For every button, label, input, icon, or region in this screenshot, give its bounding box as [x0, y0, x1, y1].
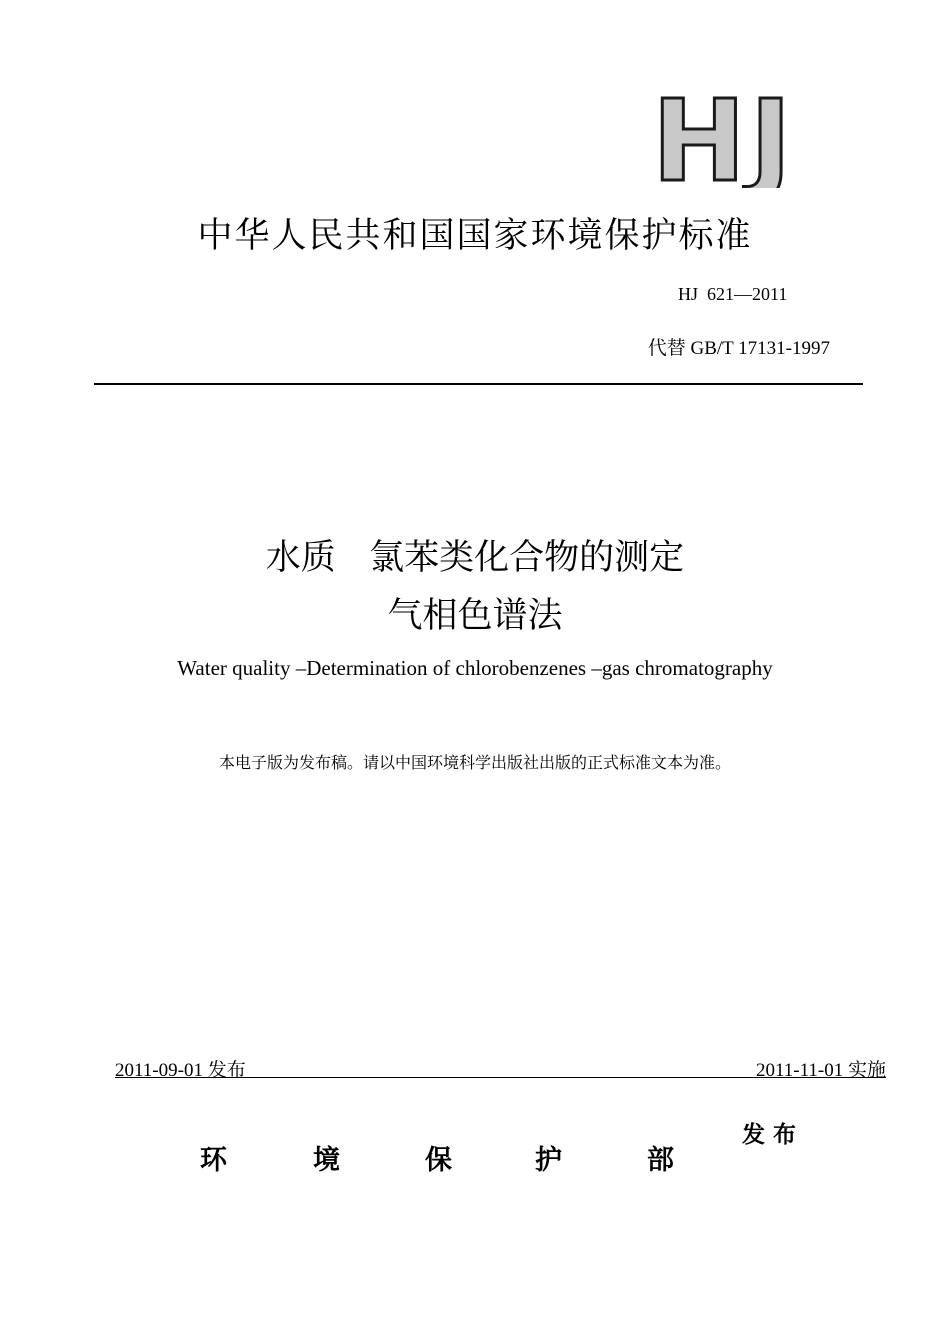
standard-title: 中华人民共和国国家环境保护标准: [197, 216, 753, 256]
implementation-date: 2011-11-01 实施: [756, 1060, 886, 1081]
header-divider: [94, 383, 863, 385]
hj-logo-text: HJ: [652, 88, 796, 188]
electronic-version-note: 本电子版为发布稿。请以中国环境科学出版社出版的正式标准文本为准。: [218, 753, 731, 772]
ministry-char: 护: [535, 1145, 562, 1176]
ministry-char: 保: [425, 1145, 452, 1176]
standard-number: HJ 621—2011: [678, 284, 788, 304]
title-cn-line2: 气相色谱法: [387, 596, 563, 636]
ministry-char: 环: [200, 1145, 227, 1176]
hj-logo: [650, 88, 830, 188]
replaces-standard: 代替 GB/T 17131-1997: [647, 338, 830, 359]
title-cn-line1: 水质 氯苯类化合物的测定: [265, 538, 685, 578]
publish-label: 发布: [742, 1122, 804, 1148]
ministry-char: 境: [313, 1145, 340, 1176]
issue-date: 2011-09-01 发布: [115, 1060, 246, 1081]
dates-row: [115, 1055, 886, 1081]
title-en: Water quality –Determination of chlorobenzenes –gas chromatography: [177, 656, 773, 680]
ministry-char: 部: [647, 1145, 674, 1176]
